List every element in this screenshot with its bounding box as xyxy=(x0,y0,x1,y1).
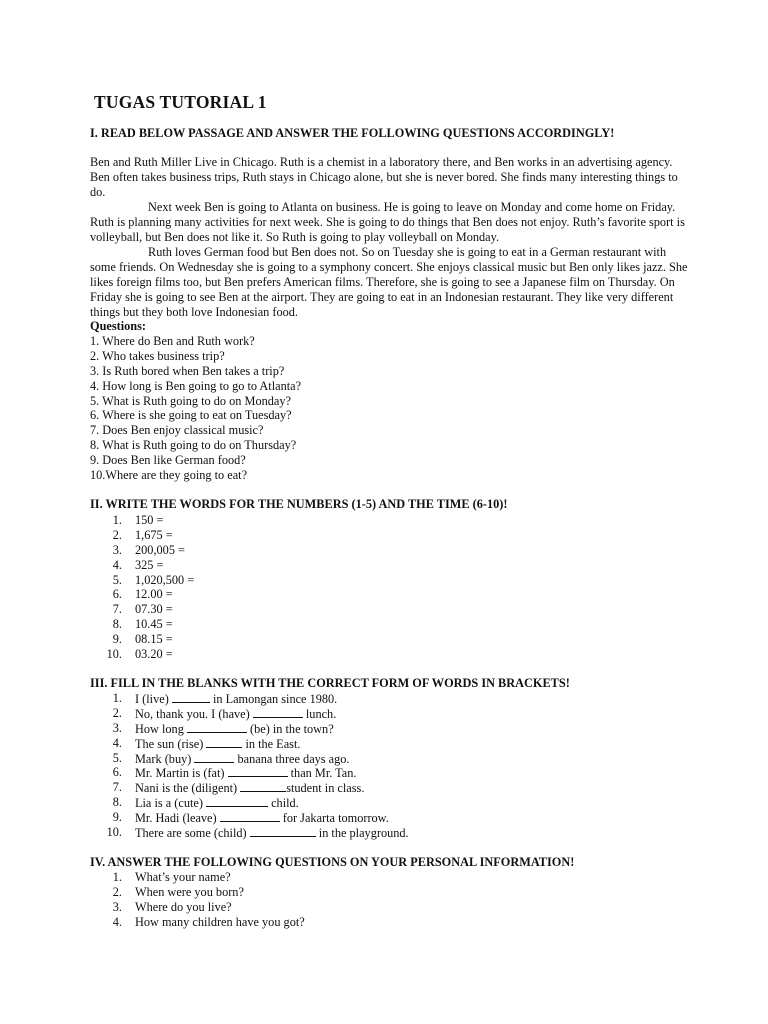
item-number: 4. xyxy=(112,557,122,572)
item-text-before: Nani is the (diligent) xyxy=(135,781,241,796)
item-text-before: There are some (child) xyxy=(135,826,250,841)
question-item: 6. Where is she going to eat on Tuesday? xyxy=(90,408,292,423)
item-text-after: for Jakarta tomorrow. xyxy=(279,811,389,826)
item-text: What’s your name? xyxy=(135,870,231,884)
item-text: 1,020,500 = xyxy=(135,572,195,587)
item-number: 1. xyxy=(112,691,122,705)
item-number: 2. xyxy=(112,705,122,720)
item-number: 6. xyxy=(112,587,122,602)
item-number: 5. xyxy=(112,572,122,587)
item-number: 2. xyxy=(112,527,122,542)
item-number: 1. xyxy=(112,513,122,527)
item-text-after: in the playground. xyxy=(315,826,409,841)
item-number: 8. xyxy=(112,795,122,810)
item-text: 10.45 = xyxy=(135,617,173,632)
question-item: 7. Does Ben enjoy classical music? xyxy=(90,423,264,438)
item-text-after: child. xyxy=(268,796,299,811)
item-number: 7. xyxy=(112,780,122,795)
questions-list xyxy=(90,319,301,483)
answer-blank[interactable] xyxy=(206,795,268,807)
item-text: 08.15 = xyxy=(135,632,173,647)
item-text-before: I (live) xyxy=(135,692,172,706)
item-text-after: (be) in the town? xyxy=(246,721,334,736)
section-3-heading: III. FILL IN THE BLANKS WITH THE CORRECT FORM OF WORDS IN BRACKETS! xyxy=(90,676,570,690)
item-text: 12.00 = xyxy=(135,587,173,602)
answer-blank[interactable] xyxy=(250,825,316,837)
page-title: TUGAS TUTORIAL 1 xyxy=(94,92,267,112)
item-text: Where do you live? xyxy=(135,899,232,914)
item-text: 03.20 = xyxy=(135,647,173,662)
item-text: 07.30 = xyxy=(135,602,173,617)
question-item: 2. Who takes business trip? xyxy=(90,348,225,363)
item-text-after: lunch. xyxy=(302,706,337,721)
item-text-after: in the East. xyxy=(242,736,301,751)
item-number: 9. xyxy=(112,810,122,825)
item-number: 10. xyxy=(106,825,122,840)
item-text: 200,005 = xyxy=(135,542,185,557)
item-number: 6. xyxy=(112,765,122,780)
answer-blank[interactable] xyxy=(228,765,288,777)
item-text-before: No, thank you. I (have) xyxy=(135,706,253,721)
passage-paragraph: Ben and Ruth Miller Live in Chicago. Ruth is a chemist in a laboratory there, and Ben works in an advertising agency. Ben often takes business trips, Ruth stays in Chicago alone, but she is never bored. She finds many interesting things to do. xyxy=(90,155,678,199)
section-4-heading: IV. ANSWER THE FOLLOWING QUESTIONS ON YOUR PERSONAL INFORMATION! xyxy=(90,855,575,869)
item-number: 4. xyxy=(112,914,122,929)
question-item: 1. Where do Ben and Ruth work? xyxy=(90,333,255,348)
passage-paragraph: Ruth loves German food but Ben does not. So on Tuesday she is going to eat in a German restaurant with some friends. On Wednesday she is going to a symphony concert. She enjoys classical music but Ben only likes jazz. She likes foreign films too, but Ben prefers American films. Therefore, she is going to see a Japanese film on Thursday. On Friday she is going to see Ben at the airport. They are going to eat in an Indonesian restaurant. They like very different things but they both love Indonesian food. xyxy=(90,245,688,319)
answer-blank[interactable] xyxy=(206,736,242,748)
answer-blank[interactable] xyxy=(220,810,280,822)
section-2-heading: II. WRITE THE WORDS FOR THE NUMBERS (1-5) AND THE TIME (6-10)! xyxy=(90,497,508,511)
item-text-before: How long xyxy=(135,721,187,736)
item-text: 150 = xyxy=(135,513,164,527)
item-text-after: in Lamongan since 1980. xyxy=(209,692,338,706)
reading-passage xyxy=(90,155,690,320)
answer-blank[interactable] xyxy=(240,780,286,792)
item-text: How many children have you got? xyxy=(135,914,305,929)
item-text-after: banana three days ago. xyxy=(234,751,350,766)
item-text-before: Mr. Hadi (leave) xyxy=(135,811,220,826)
answer-blank[interactable] xyxy=(172,691,210,703)
section-1-heading: I. READ BELOW PASSAGE AND ANSWER THE FOLLOWING QUESTIONS ACCORDINGLY! xyxy=(90,126,615,140)
item-text: 1,675 = xyxy=(135,527,173,542)
question-item: 8. What is Ruth going to do on Thursday? xyxy=(90,438,297,453)
questions-label: Questions: xyxy=(90,319,147,333)
item-number: 9. xyxy=(112,632,122,647)
passage-paragraph: Next week Ben is going to Atlanta on business. He is going to leave on Monday and come home on Friday. Ruth is planning many activities for next week. She is going to do things that Ben does not enjoy. Ruth’s favorite sport is volleyball, but Ben does not like it. So Ruth is going to play volleyball on Monday. xyxy=(90,200,685,244)
item-number: 8. xyxy=(112,617,122,632)
item-text: When were you born? xyxy=(135,884,244,899)
question-item: 3. Is Ruth bored when Ben takes a trip? xyxy=(90,363,285,378)
item-number: 3. xyxy=(112,899,122,914)
item-text-after: than Mr. Tan. xyxy=(287,766,357,781)
item-text: 325 = xyxy=(135,557,164,572)
item-text-after: student in class. xyxy=(286,781,365,796)
item-number: 2. xyxy=(112,884,122,899)
question-item: 5. What is Ruth going to do on Monday? xyxy=(90,393,291,408)
question-item: 4. How long is Ben going to go to Atlanta? xyxy=(90,378,302,393)
item-text-before: Mr. Martin is (fat) xyxy=(135,766,228,781)
item-text-before: The sun (rise) xyxy=(135,736,207,751)
answer-blank[interactable] xyxy=(194,751,234,763)
item-number: 3. xyxy=(112,720,122,735)
item-text-before: Lia is a (cute) xyxy=(135,796,207,811)
item-number: 10. xyxy=(106,647,122,662)
question-item: 9. Does Ben like German food? xyxy=(90,453,246,468)
item-number: 4. xyxy=(112,735,122,750)
item-number: 1. xyxy=(112,870,122,884)
answer-blank[interactable] xyxy=(187,721,247,733)
item-number: 5. xyxy=(112,750,122,765)
question-item: 10.Where are they going to eat? xyxy=(90,468,248,483)
item-number: 3. xyxy=(112,542,122,557)
item-number: 7. xyxy=(112,602,122,617)
answer-blank[interactable] xyxy=(253,706,303,718)
item-text-before: Mark (buy) xyxy=(135,751,195,766)
